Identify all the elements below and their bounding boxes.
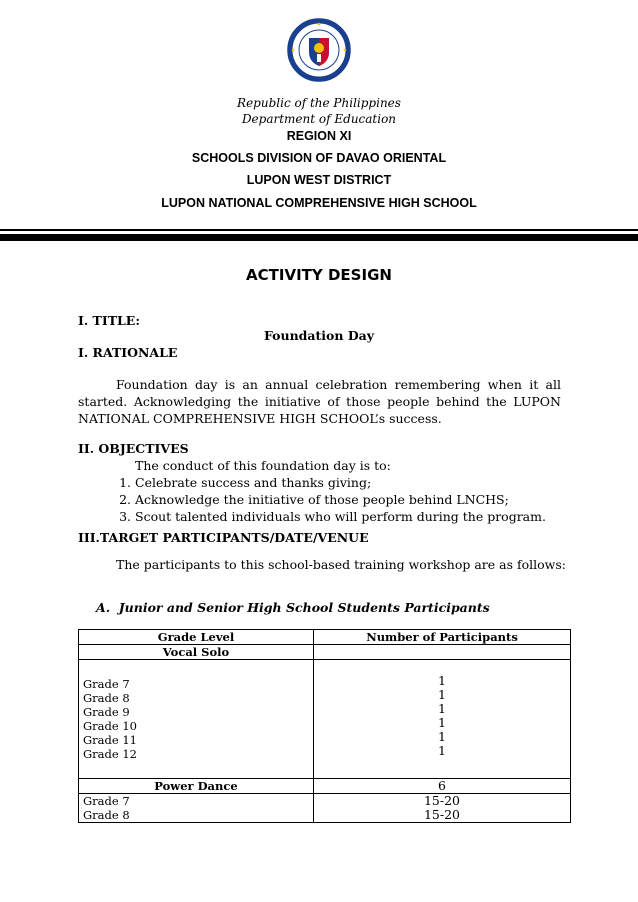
header-region: REGION XI xyxy=(286,129,352,143)
activity-title-value: Foundation Day xyxy=(263,328,375,343)
category-power-dance: Power Dance xyxy=(79,779,314,794)
count-value: 1 xyxy=(438,729,446,744)
rationale-text: Foundation day is an annual celebration remembering when it all started. Acknowledging the initiative of those people behind the LUPON NATIONAL COMPREHENSIVE HIGH SCHOOL’s success. xyxy=(78,377,561,426)
power-dance-grades xyxy=(79,794,314,823)
table-row xyxy=(79,794,571,823)
empty-cell xyxy=(314,645,571,660)
table-row xyxy=(79,660,571,779)
count-value: 1 xyxy=(438,715,446,730)
section-title-heading: I. TITLE: xyxy=(78,313,140,328)
section-objectives-heading: II. OBJECTIVES xyxy=(78,441,189,456)
objectives-intro: The conduct of this foundation day is to: xyxy=(135,458,391,473)
header-division: SCHOOLS DIVISION OF DAVAO ORIENTAL xyxy=(191,151,447,165)
count-value: 1 xyxy=(438,701,446,716)
table-header-row xyxy=(79,630,571,645)
target-intro: The participants to this school-based training workshop are as follows: xyxy=(116,557,566,572)
document-title: ACTIVITY DESIGN xyxy=(246,266,392,284)
col-header-participants: Number of Participants xyxy=(314,630,571,645)
header-school: LUPON NATIONAL COMPREHENSIVE HIGH SCHOOL xyxy=(161,196,477,210)
objectives-list xyxy=(115,474,595,525)
header-divider-thick xyxy=(0,234,638,241)
count-value: 1 xyxy=(438,743,446,758)
count-value: 1 xyxy=(438,687,446,702)
table-row xyxy=(79,779,571,794)
grade-label: Grade 10 xyxy=(83,719,137,733)
header-republic: Republic of the Philippines xyxy=(237,96,401,110)
count-value: 15-20 xyxy=(423,793,461,808)
power-dance-counts xyxy=(314,794,571,823)
vocal-solo-grades xyxy=(79,660,314,779)
grade-label: Grade 7 xyxy=(83,794,130,808)
vocal-solo-counts xyxy=(314,660,571,779)
count-value: 15-20 xyxy=(423,807,461,822)
header-divider-thin xyxy=(0,229,638,231)
objective-item: 2. Acknowledge the initiative of those people behind LNCHS; xyxy=(135,491,595,508)
deped-seal-logo xyxy=(287,18,351,82)
target-subheading: A. Junior and Senior High School Students Participants xyxy=(96,600,490,615)
header-department: Department of Education xyxy=(241,112,397,126)
grade-label: Grade 9 xyxy=(83,705,130,719)
section-rationale-heading: I. RATIONALE xyxy=(78,345,178,360)
category-vocal-solo: Vocal Solo xyxy=(79,645,314,660)
objective-item: 3. Scout talented individuals who will perform during the program. xyxy=(135,508,595,525)
header-district: LUPON WEST DISTRICT xyxy=(246,173,392,187)
table-row xyxy=(79,645,571,660)
section-target-heading: III.TARGET PARTICIPANTS/DATE/VENUE xyxy=(78,530,369,545)
grade-label: Grade 8 xyxy=(83,808,130,822)
count-value: 1 xyxy=(438,673,446,688)
grade-label: Grade 12 xyxy=(83,747,137,761)
col-header-grade-level: Grade Level xyxy=(79,630,314,645)
grade-label: Grade 7 xyxy=(83,677,130,691)
objective-item: 1. Celebrate success and thanks giving; xyxy=(135,474,595,491)
power-dance-total: 6 xyxy=(314,779,571,794)
grade-label: Grade 8 xyxy=(83,691,130,705)
grade-label: Grade 11 xyxy=(83,733,137,747)
participants-table xyxy=(78,629,571,823)
